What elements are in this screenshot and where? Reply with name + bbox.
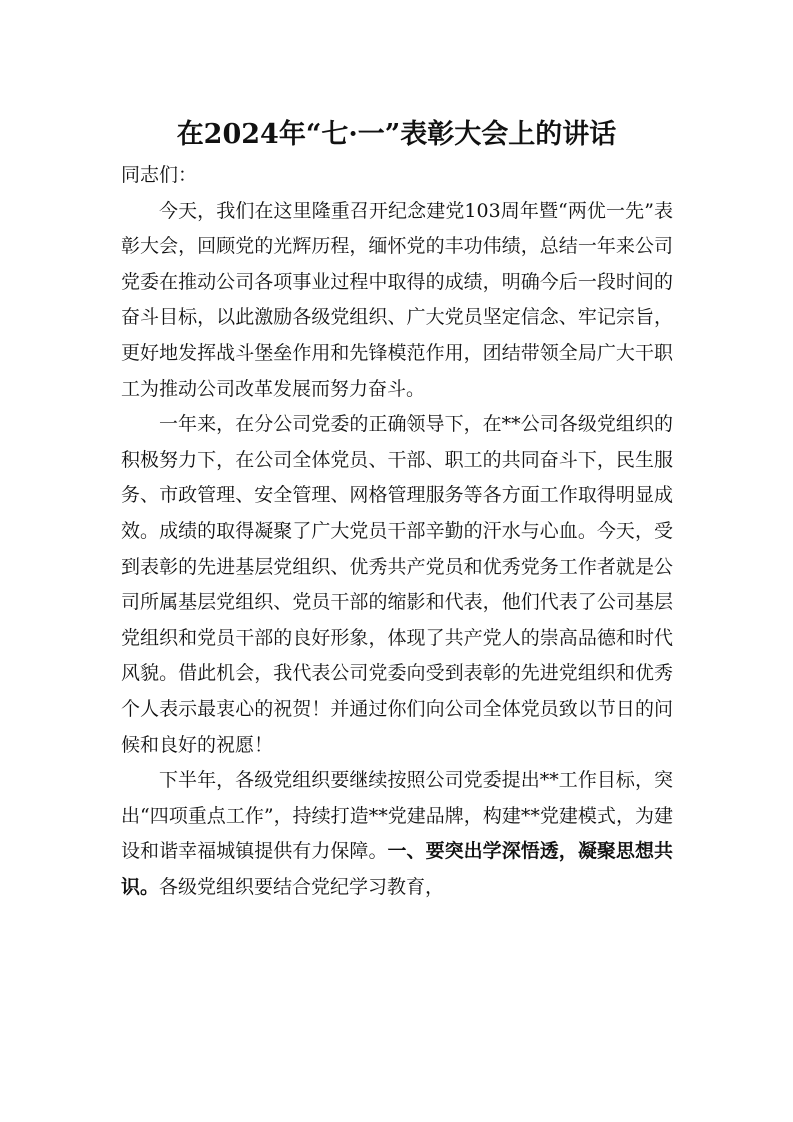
paragraph-second-half-lead: 下半年，各级党组织要继续按照公司党委提出**工作目标，突出“四项重点工作”，持续打造**党建品牌，构建**党建模式，为建设和谐幸福城镇提供有力保障。: [121, 769, 673, 863]
paragraph-second-half: [121, 763, 673, 905]
section-heading-one: 一、要突出学深悟透，凝聚思想共识。: [121, 840, 673, 898]
paragraph-achievements: 一年来，在分公司党委的正确领导下，在**公司各级党组织的积极努力下，在公司全体党员、干部、职工的共同奋斗下，民生服务、市政管理、安全管理、网格管理服务等各方面工作取得明显成效。成绩的取得凝聚了广大党员干部辛勤的汗水与心血。今天，受到表彰的先进基层党组织、优秀共产党员和优秀党务工作者就是公司所属基层党组织、党员干部的缩影和代表，他们代表了公司基层党组织和党员干部的良好形象，体现了共产党人的崇高品德和时代风貌。借此机会，我代表公司党委向受到表彰的先进党组织和优秀个人表示最衷心的祝贺！并通过你们向公司全体党员致以节日的问候和良好的祝愿！: [121, 413, 673, 756]
salutation: 同志们：: [121, 164, 198, 186]
document-title: 在2024年“七·一”表彰大会上的讲话: [176, 119, 617, 150]
paragraph-opening: 今天，我们在这里隆重召开纪念建党103周年暨“两优一先”表彰大会，回顾党的光辉历程，缅怀党的丰功伟绩，总结一年来公司党委在推动公司各项事业过程中取得的成绩，明确今后一段时间的奋斗目标，以此激励各级党组织、广大党员坚定信念、牢记宗旨，更好地发挥战斗堡垒作用和先锋模范作用，团结带领全局广大干职工为推动公司改革发展而努力奋斗。: [121, 199, 673, 400]
document-body: [121, 158, 673, 905]
paragraph-second-half-tail: 各级党组织要结合党纪学习教育，: [159, 875, 445, 898]
